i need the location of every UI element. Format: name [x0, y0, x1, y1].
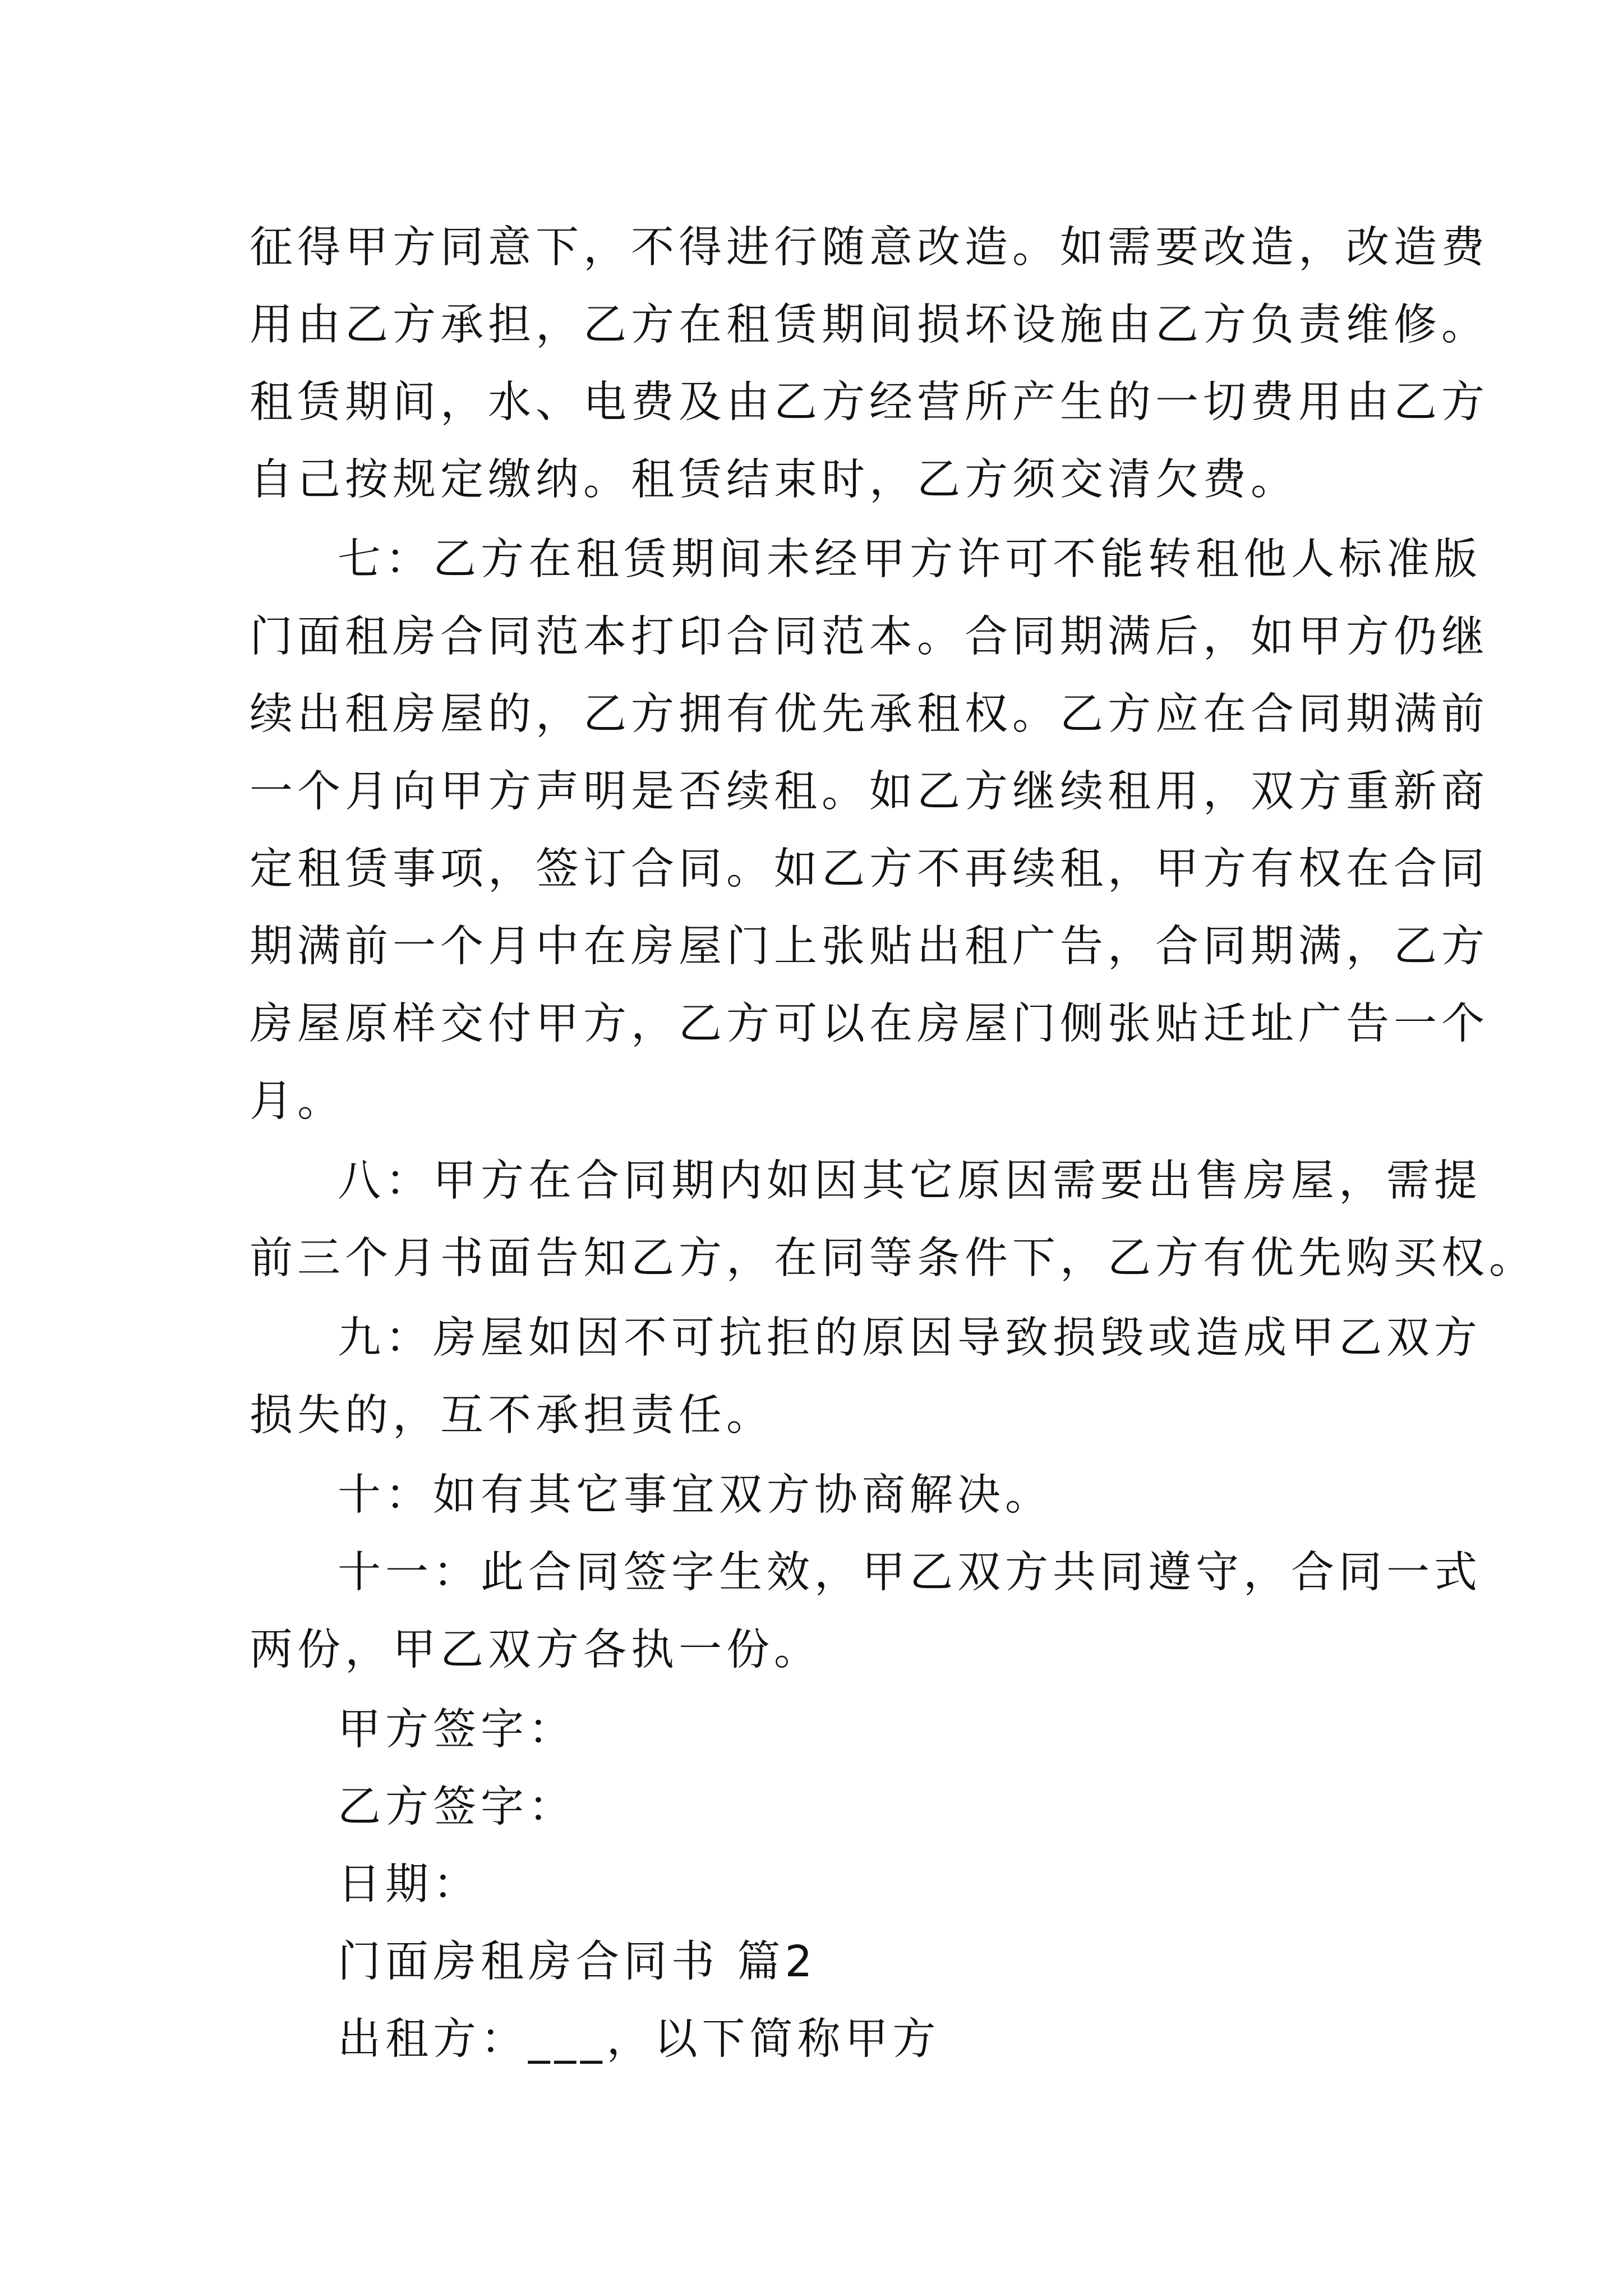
text-line-10: 期满前一个月中在房屋门上张贴出租广告，合同期满，乙方 — [250, 922, 1489, 972]
date-line: 日期： — [338, 1860, 481, 1910]
section-heading: 门面房租房合同书 篇2 — [338, 1937, 817, 1987]
text-line-8: 一个月向甲方声明是否续租。如乙方继续租用，双方重新商 — [250, 767, 1489, 817]
signature-line-party-b: 乙方签字： — [338, 1782, 576, 1832]
text-line-3: 租赁期间，水、电费及由乙方经营所产生的一切费用由乙方 — [250, 378, 1489, 427]
text-line-11: 房屋原样交付甲方，乙方可以在房屋门侧张贴迁址广告一个 — [250, 999, 1489, 1049]
text-line-15: 九：房屋如因不可抗拒的原因导致损毁或造成甲乙双方 — [338, 1313, 1482, 1363]
text-line-4: 自己按规定缴纳。租赁结束时，乙方须交清欠费。 — [250, 455, 1298, 505]
text-line-16: 损失的，互不承担责任。 — [250, 1391, 774, 1441]
lessor-line: 出租方：___，以下简称甲方 — [338, 2014, 940, 2064]
text-line-19: 两份，甲乙双方各执一份。 — [250, 1625, 822, 1675]
text-line-13: 八：甲方在合同期内如因其它原因需要出售房屋，需提 — [338, 1156, 1482, 1206]
text-line-7: 续出租房屋的，乙方拥有优先承租权。乙方应在合同期满前 — [250, 689, 1489, 739]
text-line-6: 门面租房合同范本打印合同范本。合同期满后，如甲方仍继 — [250, 612, 1489, 662]
signature-line-party-a: 甲方签字： — [338, 1705, 576, 1755]
text-line-17: 十：如有其它事宜双方协商解决。 — [338, 1470, 1053, 1520]
text-line-5: 七：乙方在租赁期间未经甲方许可不能转租他人标准版 — [338, 535, 1482, 585]
text-line-2: 用由乙方承担，乙方在租赁期间损坏设施由乙方负责维修。 — [250, 300, 1489, 350]
text-line-1: 征得甲方同意下，不得进行随意改造。如需要改造，改造费 — [250, 223, 1489, 273]
text-line-12: 月。 — [250, 1076, 345, 1126]
text-line-18: 十一：此合同签字生效，甲乙双方共同遵守，合同一式 — [338, 1548, 1482, 1598]
text-line-14: 前三个月书面告知乙方，在同等条件下，乙方有优先购买权。 — [250, 1234, 1537, 1283]
text-line-9: 定租赁事项，签订合同。如乙方不再续租，甲方有权在合同 — [250, 844, 1489, 894]
